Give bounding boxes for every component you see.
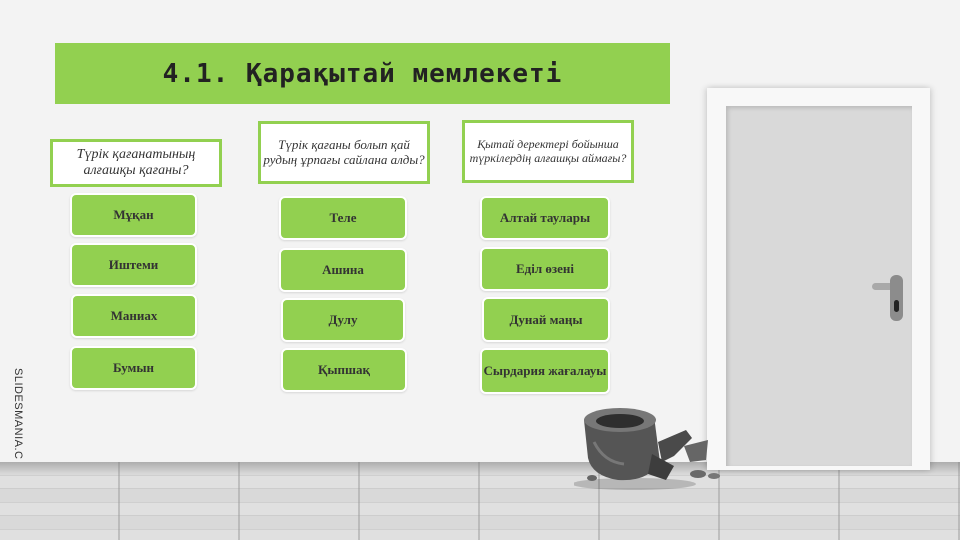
question-box-1: Түрік қағанатының алғашқы қағаны? [50,139,222,187]
door-handle-plate [890,275,903,321]
answer-option[interactable]: Алтай таулары [480,196,610,240]
answer-option[interactable]: Теле [279,196,407,240]
question-box-3: Қытай деректері бойынша түркілердің алғашқы аймағы? [462,120,634,183]
answer-option[interactable]: Сырдария жағалауы [480,348,610,394]
answer-option[interactable]: Маниах [71,294,197,338]
answer-option[interactable]: Дунай маңы [482,297,610,342]
keyhole-icon [894,300,899,312]
answer-option[interactable]: Иштеми [70,243,197,287]
answer-option[interactable]: Бумын [70,346,197,390]
watermark-text: SLIDESMANIA.C [12,368,24,460]
answer-option[interactable]: Мұқан [70,193,197,237]
answer-option[interactable]: Ашина [279,248,407,292]
answer-option[interactable]: Дулу [281,298,405,342]
answer-option[interactable]: Қыпшақ [281,348,407,392]
broken-mortar-icon [574,402,724,492]
slide-title: 4.1. Қарақытай мемлекеті [162,58,563,89]
question-box-2: Түрік қағаны болып қай рудың ұрпағы сайлана алды? [258,121,430,184]
title-bar [55,43,670,104]
answer-option[interactable]: Еділ өзені [480,247,610,291]
